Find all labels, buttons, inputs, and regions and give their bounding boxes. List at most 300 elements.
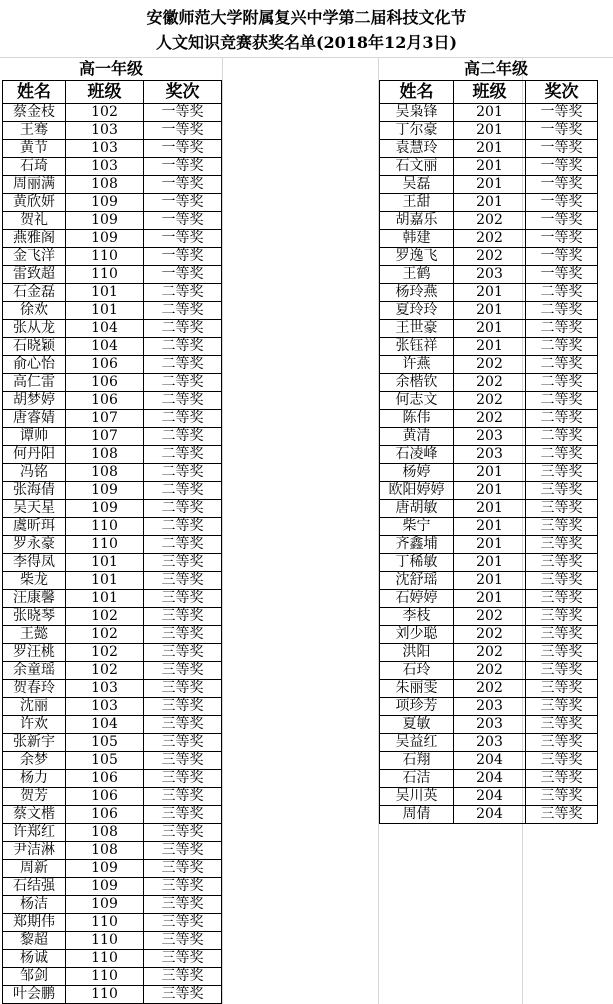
table-row [380, 302, 598, 320]
student-name: 周丽满 [3, 176, 66, 194]
student-name: 郑期伟 [3, 914, 66, 932]
table-row [380, 770, 598, 788]
table-row [380, 626, 598, 644]
table-row [3, 500, 222, 518]
student-name: 石玲 [380, 662, 454, 680]
class-number: 109 [66, 878, 144, 896]
student-name: 石翔 [380, 752, 454, 770]
table-row [380, 680, 598, 698]
student-name: 高仁雷 [3, 374, 66, 392]
student-name: 罗汪桃 [3, 644, 66, 662]
class-number: 105 [66, 752, 144, 770]
student-name: 杨诚 [3, 950, 66, 968]
class-number: 106 [66, 788, 144, 806]
document-subtitle: 人文知识竞赛获奖名单(2018年12月3日) [155, 33, 458, 52]
award-level: 二等奖 [144, 464, 222, 482]
class-number: 110 [66, 950, 144, 968]
class-number: 105 [66, 734, 144, 752]
class-number: 104 [66, 338, 144, 356]
student-name: 石凌峰 [380, 446, 454, 464]
award-level: 三等奖 [526, 734, 598, 752]
student-name: 丁尔豪 [380, 122, 454, 140]
class-number: 202 [454, 392, 526, 410]
award-level: 三等奖 [144, 662, 222, 680]
student-name: 蔡文楷 [3, 806, 66, 824]
student-name: 齐鑫埔 [380, 536, 454, 554]
student-name: 柴宁 [380, 518, 454, 536]
class-number: 201 [454, 176, 526, 194]
class-number: 202 [454, 248, 526, 266]
award-level: 三等奖 [526, 518, 598, 536]
table-row [3, 716, 222, 734]
student-name: 余梦 [3, 752, 66, 770]
table-row [3, 158, 222, 176]
student-name: 张从龙 [3, 320, 66, 338]
table-row [380, 158, 598, 176]
student-name: 张钰祥 [380, 338, 454, 356]
class-number: 202 [454, 230, 526, 248]
student-name: 谭帅 [3, 428, 66, 446]
award-level: 一等奖 [144, 266, 222, 284]
award-level: 一等奖 [526, 158, 598, 176]
award-level: 三等奖 [144, 932, 222, 950]
student-name: 沈丽 [3, 698, 66, 716]
table-row [3, 968, 222, 986]
student-name: 黎超 [3, 932, 66, 950]
table-row [3, 518, 222, 536]
table-row [380, 716, 598, 734]
class-number: 203 [454, 716, 526, 734]
student-name: 张新宇 [3, 734, 66, 752]
table-row [380, 572, 598, 590]
award-level: 二等奖 [144, 536, 222, 554]
table-row [380, 608, 598, 626]
award-level: 三等奖 [526, 572, 598, 590]
student-name: 欧阳婷婷 [380, 482, 454, 500]
table-row [3, 194, 222, 212]
class-number: 203 [454, 734, 526, 752]
class-number: 107 [66, 410, 144, 428]
class-number: 203 [454, 446, 526, 464]
award-level: 二等奖 [526, 356, 598, 374]
class-number: 108 [66, 464, 144, 482]
student-name: 吴益红 [380, 734, 454, 752]
award-level: 二等奖 [144, 500, 222, 518]
student-name: 金飞洋 [3, 248, 66, 266]
table-row [3, 122, 222, 140]
student-name: 柴龙 [3, 572, 66, 590]
class-number: 110 [66, 914, 144, 932]
class-number: 110 [66, 986, 144, 1004]
award-level: 三等奖 [144, 788, 222, 806]
award-level: 一等奖 [526, 212, 598, 230]
class-number: 104 [66, 716, 144, 734]
grade1-header: 高一年级 [78, 59, 143, 78]
class-number: 201 [454, 464, 526, 482]
student-name: 胡嘉乐 [380, 212, 454, 230]
class-number: 102 [66, 608, 144, 626]
award-level: 二等奖 [144, 482, 222, 500]
class-number: 103 [66, 122, 144, 140]
student-name: 冯铭 [3, 464, 66, 482]
student-name: 蔡金枝 [3, 104, 66, 122]
table-header-row [380, 81, 598, 104]
class-number: 103 [66, 158, 144, 176]
table-row [3, 662, 222, 680]
class-number: 203 [454, 428, 526, 446]
class-number: 110 [66, 968, 144, 986]
class-number: 109 [66, 482, 144, 500]
class-number: 106 [66, 356, 144, 374]
student-name: 夏敏 [380, 716, 454, 734]
class-number: 106 [66, 392, 144, 410]
student-name: 袁慧玲 [380, 140, 454, 158]
award-level: 三等奖 [526, 536, 598, 554]
class-number: 201 [454, 302, 526, 320]
award-level: 二等奖 [144, 428, 222, 446]
table-row [3, 986, 222, 1004]
award-level: 三等奖 [526, 698, 598, 716]
class-number: 201 [454, 554, 526, 572]
column-header-name: 姓名 [3, 81, 66, 104]
table-row [3, 410, 222, 428]
class-number: 201 [454, 338, 526, 356]
award-level: 一等奖 [526, 230, 598, 248]
student-name: 王鹤 [380, 266, 454, 284]
table-row [3, 392, 222, 410]
award-level: 二等奖 [144, 302, 222, 320]
table-row [3, 266, 222, 284]
student-name: 罗逸飞 [380, 248, 454, 266]
table-row [3, 338, 222, 356]
table-row [3, 482, 222, 500]
award-level: 二等奖 [144, 338, 222, 356]
table-row [380, 176, 598, 194]
table-row [380, 500, 598, 518]
document-title: 安徽师范大学附属复兴中学第二届科技文化节 [146, 8, 467, 27]
award-level: 三等奖 [144, 914, 222, 932]
award-level: 三等奖 [144, 950, 222, 968]
award-level: 二等奖 [526, 284, 598, 302]
award-level: 三等奖 [144, 968, 222, 986]
award-level: 二等奖 [526, 428, 598, 446]
student-name: 余童瑶 [3, 662, 66, 680]
student-name: 李枝 [380, 608, 454, 626]
table-row [3, 464, 222, 482]
table-row [380, 212, 598, 230]
table-row [3, 824, 222, 842]
class-number: 103 [66, 680, 144, 698]
award-level: 二等奖 [144, 410, 222, 428]
table-row [3, 752, 222, 770]
award-level: 三等奖 [526, 482, 598, 500]
class-number: 204 [454, 752, 526, 770]
student-name: 夏玲玲 [380, 302, 454, 320]
class-number: 110 [66, 518, 144, 536]
table-row [380, 194, 598, 212]
class-number: 202 [454, 374, 526, 392]
table-row [380, 590, 598, 608]
table-row [3, 878, 222, 896]
class-number: 103 [66, 698, 144, 716]
table-row [380, 374, 598, 392]
class-number: 202 [454, 356, 526, 374]
award-level: 一等奖 [526, 104, 598, 122]
award-level: 二等奖 [144, 392, 222, 410]
class-number: 109 [66, 860, 144, 878]
table-row [3, 230, 222, 248]
grade2-table-body [380, 104, 598, 824]
class-number: 103 [66, 140, 144, 158]
table-row [3, 302, 222, 320]
class-number: 201 [454, 536, 526, 554]
table-row [3, 212, 222, 230]
table-row [380, 338, 598, 356]
table-row [380, 230, 598, 248]
class-number: 204 [454, 806, 526, 824]
grade2-header: 高二年级 [463, 59, 528, 78]
class-number: 202 [454, 212, 526, 230]
student-name: 汪康馨 [3, 590, 66, 608]
class-number: 101 [66, 590, 144, 608]
student-name: 吴天星 [3, 500, 66, 518]
student-name: 唐睿婧 [3, 410, 66, 428]
student-name: 贺芳 [3, 788, 66, 806]
award-level: 三等奖 [526, 752, 598, 770]
table-row [3, 176, 222, 194]
award-level: 二等奖 [526, 338, 598, 356]
student-name: 黄欣妍 [3, 194, 66, 212]
award-level: 三等奖 [144, 824, 222, 842]
award-level: 三等奖 [526, 608, 598, 626]
award-level: 三等奖 [144, 896, 222, 914]
table-row [380, 788, 598, 806]
table-row [380, 428, 598, 446]
award-level: 二等奖 [526, 320, 598, 338]
table-row [3, 932, 222, 950]
award-level: 一等奖 [144, 212, 222, 230]
student-name: 石晓颖 [3, 338, 66, 356]
class-number: 109 [66, 230, 144, 248]
student-name: 唐胡敏 [380, 500, 454, 518]
table-row [3, 770, 222, 788]
table-row [380, 464, 598, 482]
student-name: 许欢 [3, 716, 66, 734]
student-name: 胡梦婷 [3, 392, 66, 410]
award-level: 三等奖 [526, 554, 598, 572]
student-name: 王懿 [3, 626, 66, 644]
table-row [3, 896, 222, 914]
table-row [380, 320, 598, 338]
table-row [3, 248, 222, 266]
grade1-table-body [3, 104, 222, 1004]
table-row [380, 104, 598, 122]
table-row [3, 374, 222, 392]
award-level: 三等奖 [526, 500, 598, 518]
student-name: 周新 [3, 860, 66, 878]
class-number: 201 [454, 140, 526, 158]
table-row [3, 788, 222, 806]
student-name: 杨洁 [3, 896, 66, 914]
award-level: 三等奖 [144, 590, 222, 608]
table-row [3, 950, 222, 968]
student-name: 王甜 [380, 194, 454, 212]
gridline [222, 57, 223, 1004]
student-name: 石结强 [3, 878, 66, 896]
table-row [3, 806, 222, 824]
class-number: 202 [454, 680, 526, 698]
table-row [3, 554, 222, 572]
class-number: 110 [66, 266, 144, 284]
table-row [380, 392, 598, 410]
table-row [3, 842, 222, 860]
award-level: 三等奖 [144, 806, 222, 824]
class-number: 203 [454, 266, 526, 284]
table-row [3, 914, 222, 932]
table-row [3, 284, 222, 302]
class-number: 106 [66, 770, 144, 788]
class-number: 101 [66, 284, 144, 302]
table-row [3, 608, 222, 626]
column-header-class: 班级 [454, 81, 526, 104]
student-name: 朱丽雯 [380, 680, 454, 698]
student-name: 张海倩 [3, 482, 66, 500]
class-number: 108 [66, 824, 144, 842]
award-level: 三等奖 [144, 878, 222, 896]
student-name: 吴磊 [380, 176, 454, 194]
table-row [380, 356, 598, 374]
class-number: 201 [454, 320, 526, 338]
award-level: 三等奖 [144, 716, 222, 734]
class-number: 101 [66, 554, 144, 572]
award-level: 三等奖 [144, 752, 222, 770]
class-number: 201 [454, 482, 526, 500]
award-level: 三等奖 [144, 770, 222, 788]
table-row [380, 644, 598, 662]
student-name: 虞昕珥 [3, 518, 66, 536]
student-name: 石婷婷 [380, 590, 454, 608]
award-level: 三等奖 [526, 680, 598, 698]
award-level: 一等奖 [144, 140, 222, 158]
award-level: 二等奖 [144, 356, 222, 374]
student-name: 吴川英 [380, 788, 454, 806]
award-level: 三等奖 [144, 626, 222, 644]
student-name: 俞心怡 [3, 356, 66, 374]
student-name: 王骞 [3, 122, 66, 140]
table-row [3, 428, 222, 446]
award-level: 一等奖 [144, 104, 222, 122]
student-name: 徐欢 [3, 302, 66, 320]
table-row [380, 698, 598, 716]
student-name: 韩建 [380, 230, 454, 248]
student-name: 石金磊 [3, 284, 66, 302]
award-level: 一等奖 [526, 140, 598, 158]
class-number: 202 [454, 626, 526, 644]
award-level: 三等奖 [144, 572, 222, 590]
award-level: 三等奖 [526, 806, 598, 824]
award-level: 三等奖 [144, 842, 222, 860]
class-number: 102 [66, 626, 144, 644]
table-row [3, 140, 222, 158]
table-row [3, 104, 222, 122]
award-level: 三等奖 [144, 860, 222, 878]
award-level: 三等奖 [144, 698, 222, 716]
class-number: 109 [66, 896, 144, 914]
table-row [3, 356, 222, 374]
student-name: 李得凤 [3, 554, 66, 572]
award-level: 二等奖 [144, 518, 222, 536]
award-level: 一等奖 [144, 158, 222, 176]
column-header-class: 班级 [66, 81, 144, 104]
student-name: 洪阳 [380, 644, 454, 662]
student-name: 何志文 [380, 392, 454, 410]
table-header-row [3, 81, 222, 104]
award-level: 三等奖 [526, 590, 598, 608]
class-number: 201 [454, 500, 526, 518]
table-row [380, 122, 598, 140]
class-number: 204 [454, 770, 526, 788]
student-name: 尹洁淋 [3, 842, 66, 860]
table-row [380, 752, 598, 770]
class-number: 201 [454, 518, 526, 536]
class-number: 201 [454, 284, 526, 302]
student-name: 许燕 [380, 356, 454, 374]
table-row [380, 248, 598, 266]
class-number: 201 [454, 158, 526, 176]
award-level: 三等奖 [144, 644, 222, 662]
table-row [3, 572, 222, 590]
award-level: 二等奖 [144, 446, 222, 464]
award-level: 二等奖 [526, 410, 598, 428]
award-level: 三等奖 [144, 554, 222, 572]
class-number: 107 [66, 428, 144, 446]
table-row [380, 482, 598, 500]
award-level: 二等奖 [526, 392, 598, 410]
student-name: 石琦 [3, 158, 66, 176]
class-number: 201 [454, 122, 526, 140]
table-row [3, 680, 222, 698]
student-name: 石文丽 [380, 158, 454, 176]
class-number: 102 [66, 662, 144, 680]
table-row [3, 446, 222, 464]
class-number: 109 [66, 194, 144, 212]
grade2-table [379, 80, 598, 824]
student-name: 杨婷 [380, 464, 454, 482]
class-number: 102 [66, 644, 144, 662]
student-name: 沈舒瑶 [380, 572, 454, 590]
table-row [380, 140, 598, 158]
table-row [380, 806, 598, 824]
class-number: 110 [66, 536, 144, 554]
column-header-name: 姓名 [380, 81, 454, 104]
class-number: 202 [454, 644, 526, 662]
student-name: 黄清 [380, 428, 454, 446]
class-number: 201 [454, 590, 526, 608]
student-name: 贺礼 [3, 212, 66, 230]
award-level: 三等奖 [526, 662, 598, 680]
column-header-award: 奖次 [526, 81, 598, 104]
award-level: 二等奖 [144, 284, 222, 302]
award-level: 一等奖 [526, 122, 598, 140]
award-level: 一等奖 [526, 248, 598, 266]
student-name: 雷致超 [3, 266, 66, 284]
award-level: 二等奖 [526, 446, 598, 464]
table-row [3, 536, 222, 554]
award-level: 三等奖 [526, 716, 598, 734]
table-row [380, 554, 598, 572]
award-level: 三等奖 [144, 734, 222, 752]
class-number: 108 [66, 176, 144, 194]
